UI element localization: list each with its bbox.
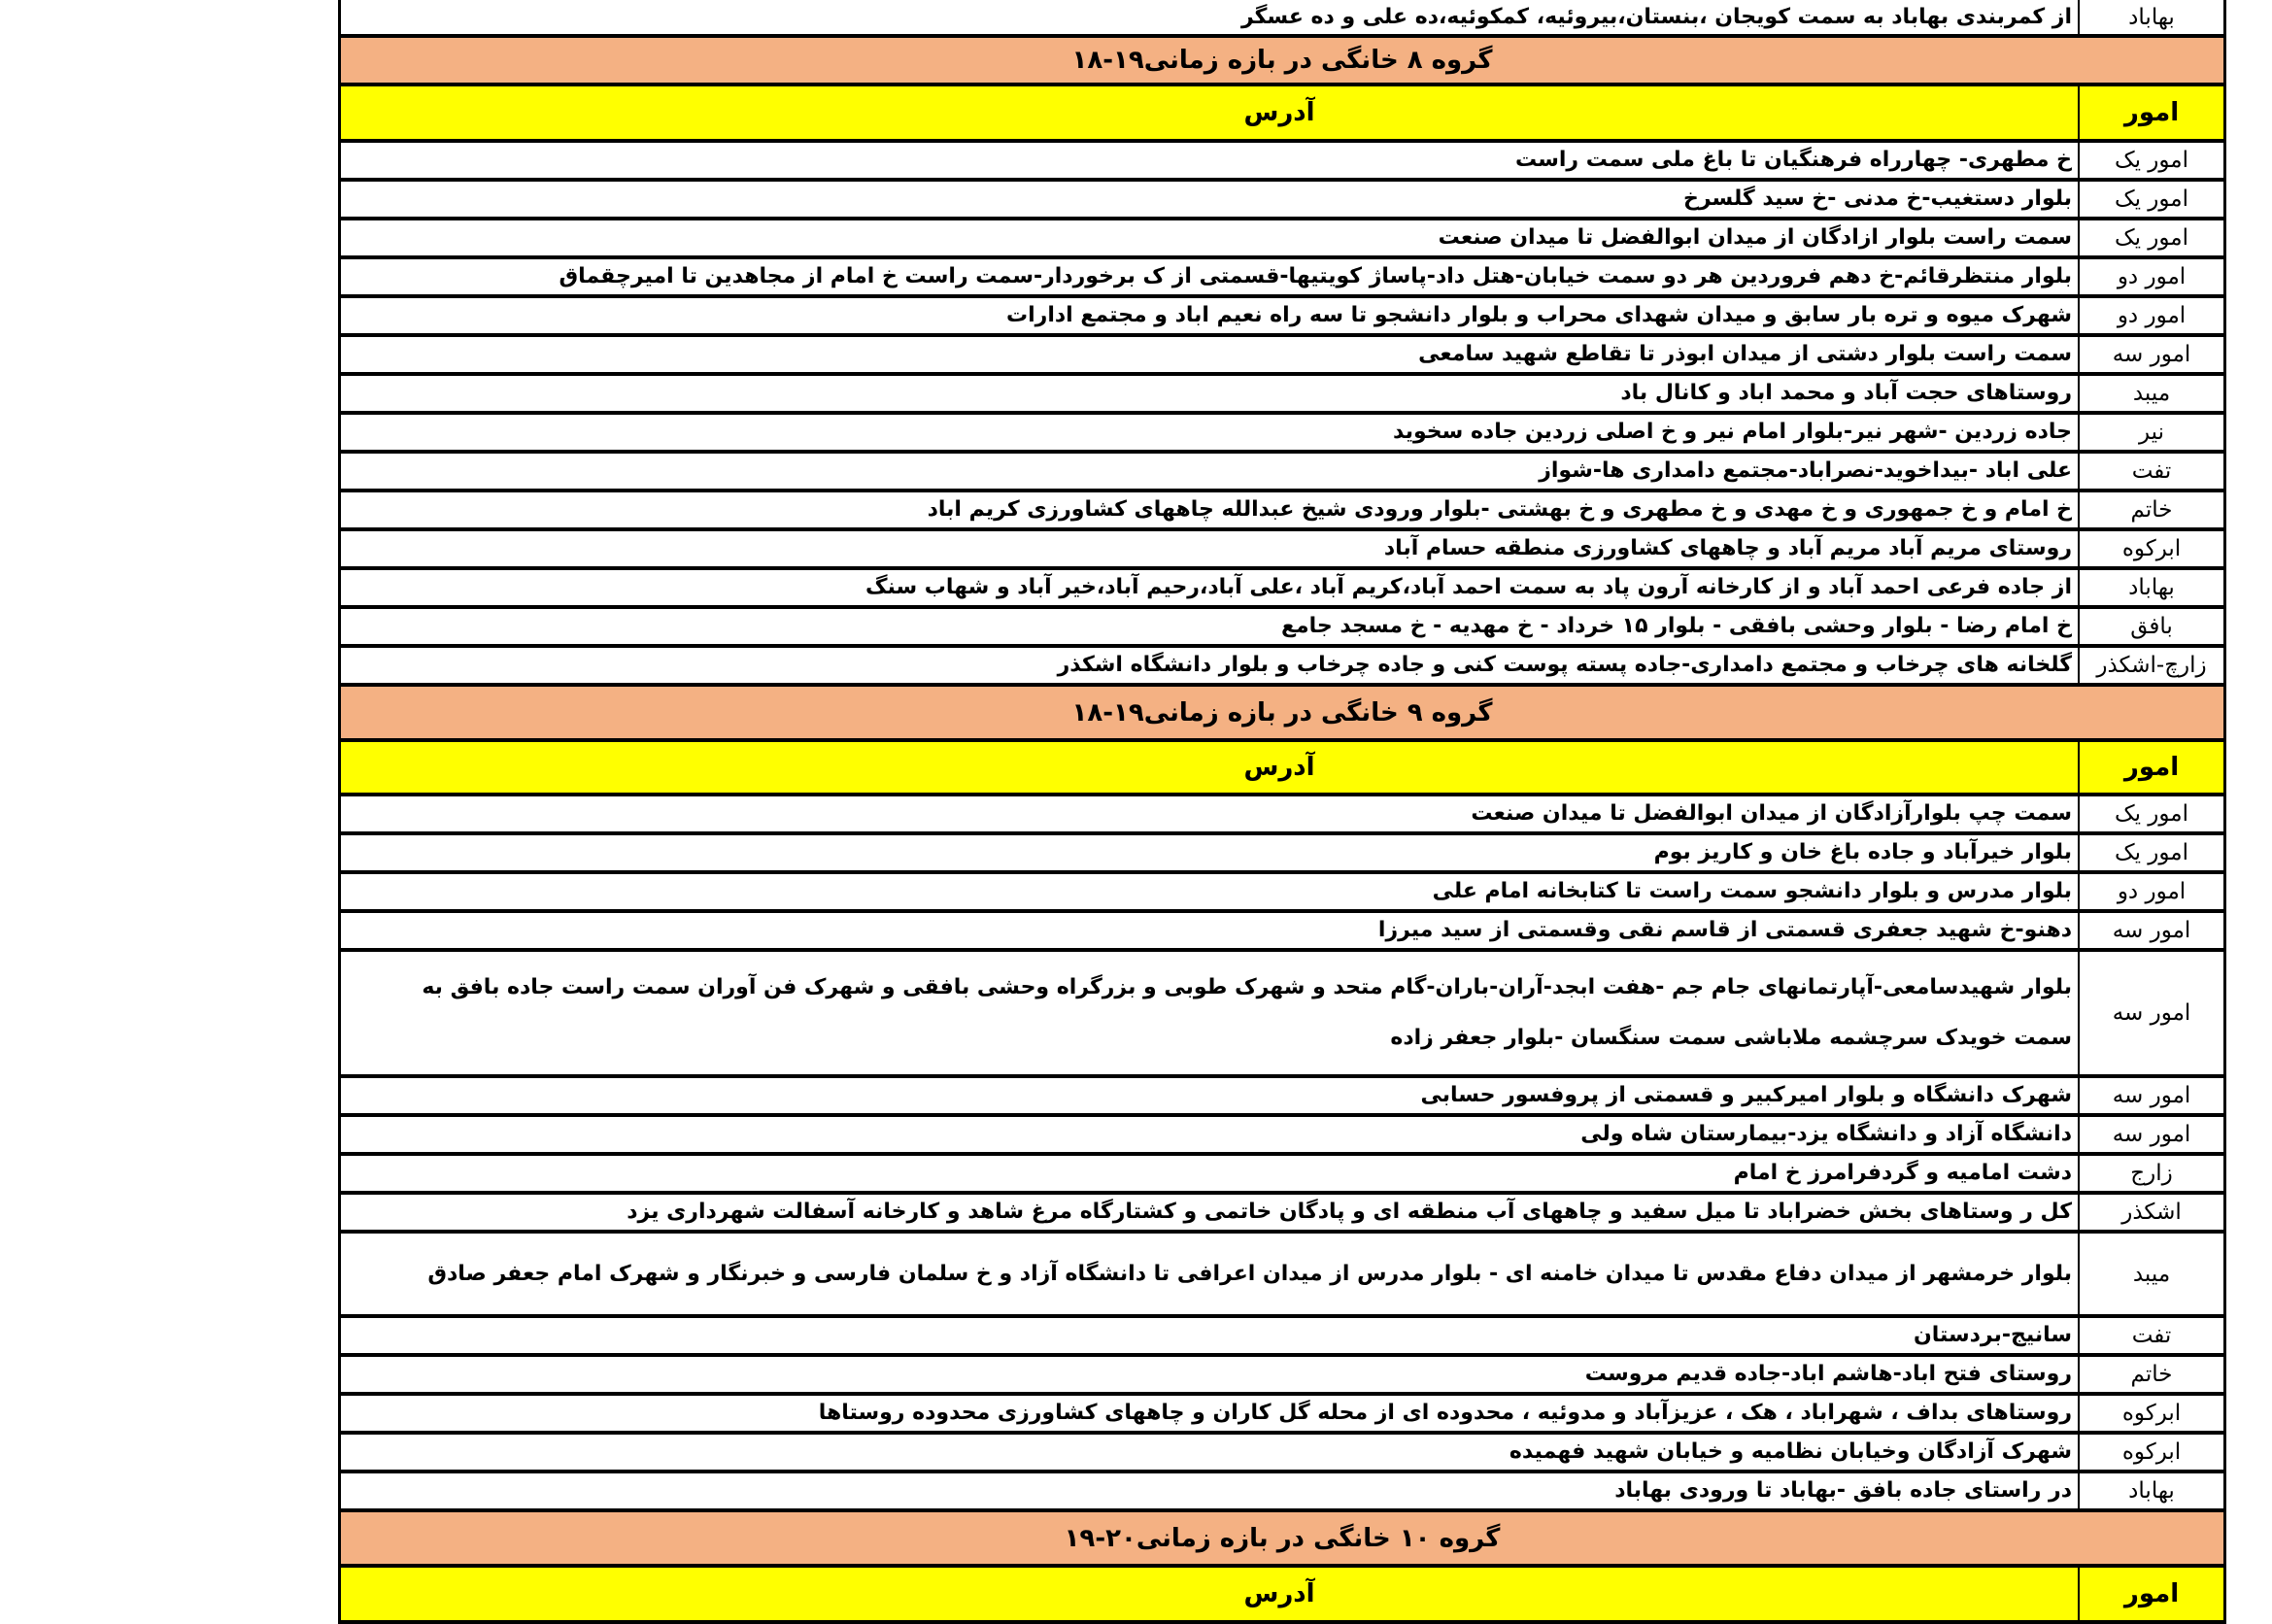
unit-cell: امور سه [2078, 913, 2223, 948]
table-row [338, 454, 2226, 492]
table-row [338, 913, 2226, 952]
address-column-header: آدرس [1243, 1579, 1315, 1608]
address-cell: سانیج-بردستان [1913, 1323, 2072, 1347]
table-row [338, 952, 2226, 1078]
outage-schedule-table [338, 0, 2226, 1624]
table-row [338, 531, 2226, 570]
unit-column-header: امور [2078, 1568, 2223, 1620]
table-row [338, 415, 2226, 454]
address-cell: کل ر وستاهای بخش خضراباد تا میل سفید و چاههای آب منطقه ای و پادگان خاتمی و کشتارگاه مرغ شاهد و کارخانه آسفالت شهرداری یزد [627, 1200, 2072, 1224]
table-row [338, 1473, 2226, 1512]
address-cell: بلوار خرمشهر از میدان دفاع مقدس تا میدان خامنه ای - بلوار مدرس از میدان اعرافی تا دانشگاه آزاد و خ سلمان فارسی و خبرنگار و شهرک امام جعفر صادق [427, 1261, 2072, 1286]
address-cell: از کمربندی بهاباد به سمت کویجان ،بنستان،بیروئیه، کمکوئیه،ده علی و ده عسگر [1240, 4, 2072, 29]
address-cell: علی اباد -بیداخوید-نصراباد-مجتمع دامداری ها-شواز [1539, 458, 2072, 483]
address-column-header: آدرس [1243, 753, 1315, 782]
address-cell: خ مطهری- چهارراه فرهنگیان تا باغ ملی سمت راست [1514, 148, 2072, 172]
table-row [338, 1357, 2226, 1396]
table-row [338, 570, 2226, 609]
unit-cell: تفت [2078, 1318, 2223, 1353]
table-row [338, 492, 2226, 531]
unit-column-header: امور [2078, 742, 2223, 793]
unit-cell: بهاباد [2078, 1473, 2223, 1508]
unit-cell: امور سه [2078, 952, 2223, 1074]
address-cell: خ امام و خ جمهوری و خ مهدی و خ مطهری و خ بهشتی -بلوار ورودی شیخ عبدالله چاههای کشاورزی کریم اباد [927, 497, 2072, 522]
unit-cell: خاتم [2078, 492, 2223, 527]
address-cell: در راستای جاده بافق -بهاباد تا ورودی بهاباد [1614, 1478, 2072, 1503]
column-header-row [338, 86, 2226, 143]
address-cell: خ امام رضا - بلوار وحشی بافقی - بلوار ۱۵ خرداد - خ مهدیه - خ مسجد جامع [1280, 614, 2072, 638]
column-header-row [338, 1568, 2226, 1624]
address-cell: بلوار مدرس و بلوار دانشجو سمت راست تا کتابخانه امام علی [1432, 879, 2072, 903]
table-row [338, 1396, 2226, 1435]
table-row [338, 259, 2226, 298]
address-cell: دشت امامیه و گردفرامرز خ امام [1733, 1161, 2072, 1185]
address-cell: بلوار منتظرقائم-خ دهم فروردین هر دو سمت خیابان-هتل داد-پاساژ کویتیها-قسمتی از ک برخوردار-سمت راست خ امام از مجاهدین تا امیرچقماق [559, 264, 2072, 288]
table-row [338, 1435, 2226, 1473]
unit-cell: اشکذر [2078, 1195, 2223, 1230]
unit-cell: امور دو [2078, 298, 2223, 333]
table-row [338, 1195, 2226, 1234]
table-row [338, 298, 2226, 337]
unit-cell: امور یک [2078, 143, 2223, 178]
address-cell: روستای فتح اباد-هاشم اباد-جاده قدیم مروست [1584, 1362, 2072, 1386]
address-cell: از جاده فرعی احمد آباد و از کارخانه آرون پاد به سمت احمد آباد،کریم آباد ،علی آباد،رحیم آباد،خیر آباد و شهاب سنگ [865, 575, 2072, 599]
address-cell: بلوار خیرآباد و جاده باغ خان و کاریز بوم [1653, 840, 2072, 864]
table-row [338, 0, 2226, 38]
unit-column-header: امور [2078, 86, 2223, 139]
table-row [338, 648, 2226, 687]
table-row [338, 1078, 2226, 1117]
address-cell: دهنو-خ شهید جعفری قسمتی از قاسم نقی وقسمتی از سید میرزا [1377, 918, 2072, 942]
address-cell: شهرک دانشگاه و بلوار امیرکبیر و قسمتی از پروفسور حسابی [1420, 1083, 2072, 1107]
address-cell: سمت راست بلوار ازادگان از میدان ابوالفضل تا میدان صنعت [1438, 225, 2072, 250]
unit-cell: امور سه [2078, 1117, 2223, 1152]
table-row [338, 835, 2226, 874]
group-title: گروه ۱۰ خانگی در بازه زمانی۲۰-۱۹ [1064, 1523, 1501, 1553]
unit-cell: امور سه [2078, 337, 2223, 372]
unit-cell: امور یک [2078, 796, 2223, 831]
address-cell: جاده زردین -شهر نیر-بلوار امام نیر و خ اصلی زردین جاده سخوید [1393, 420, 2072, 444]
table-row [338, 1234, 2226, 1318]
address-cell: سمت راست بلوار دشتی از میدان ابوذر تا تقاطع شهید سامعی [1418, 342, 2072, 366]
table-row [338, 796, 2226, 835]
address-cell: شهرک میوه و تره بار سابق و میدان شهدای محراب و بلوار دانشجو تا سه راه نعیم اباد و مجتمع ادارات [1006, 303, 2072, 327]
address-cell: دانشگاه آزاد و دانشگاه یزد-بیمارستان شاه ولی [1580, 1122, 2072, 1146]
table-row [338, 874, 2226, 913]
unit-cell: بهاباد [2078, 0, 2223, 34]
address-cell: روستاهای بداف ، شهراباد ، هک ، عزیزآباد و مدوئیه ، محدوده ای از محله گل کاران و چاههای کشاورزی محدوده روستاها [818, 1401, 2072, 1425]
unit-cell: نیر [2078, 415, 2223, 450]
table-row [338, 143, 2226, 182]
group-title: گروه ۸ خانگی در بازه زمانی۱۹-۱۸ [1071, 46, 1493, 75]
address-cell: شهرک آزادگان وخیابان نظامیه و خیابان شهید فهمیده [1509, 1439, 2072, 1464]
unit-cell: امور یک [2078, 182, 2223, 217]
group-header-row [338, 1512, 2226, 1568]
address-cell: گلخانه های چرخاب و مجتمع دامداری-جاده پسته پوست کنی و جاده چرخاب و بلوار دانشگاه اشکذر [1057, 653, 2072, 677]
table-row [338, 337, 2226, 376]
unit-cell: امور سه [2078, 1078, 2223, 1113]
unit-cell: ابرکوه [2078, 1435, 2223, 1470]
table-row [338, 1318, 2226, 1357]
unit-cell: بهاباد [2078, 570, 2223, 605]
unit-cell: میبد [2078, 376, 2223, 411]
unit-cell: امور دو [2078, 874, 2223, 909]
unit-cell: زارج [2078, 1156, 2223, 1191]
group-header-row [338, 35, 2226, 86]
unit-cell: امور یک [2078, 835, 2223, 870]
column-header-row [338, 742, 2226, 796]
address-cell: روستای مریم آباد مریم آباد و چاههای کشاورزی منطقه حسام آباد [1383, 536, 2072, 560]
group-title: گروه ۹ خانگی در بازه زمانی۱۹-۱۸ [1071, 697, 1493, 727]
group-header-row [338, 687, 2226, 742]
unit-cell: میبد [2078, 1234, 2223, 1314]
table-row [338, 182, 2226, 220]
address-cell: بلوار دستغیب-خ مدنی -خ سید گلسرخ [1683, 186, 2072, 211]
unit-cell: خاتم [2078, 1357, 2223, 1392]
unit-cell: امور دو [2078, 259, 2223, 294]
unit-cell: ابرکوه [2078, 1396, 2223, 1431]
table-row [338, 376, 2226, 415]
unit-cell: امور یک [2078, 220, 2223, 255]
address-cell: سمت چپ بلوارآزادگان از میدان ابوالفضل تا میدان صنعت [1471, 801, 2072, 826]
unit-cell: ابرکوه [2078, 531, 2223, 566]
unit-cell: زارچ-اشکذر [2078, 648, 2223, 683]
table-row [338, 220, 2226, 259]
unit-cell: تفت [2078, 454, 2223, 489]
address-cell: روستاهای حجت آباد و محمد اباد و کانال باد [1620, 381, 2072, 405]
table-row [338, 1156, 2226, 1195]
table-row [338, 1117, 2226, 1156]
address-column-header: آدرس [1243, 98, 1315, 127]
table-row [338, 609, 2226, 648]
address-cell: بلوار شهیدسامعی-آپارتمانهای جام جم -هفت ابجد-آران-باران-گام متحد و شهرک طوبی و بزرگراه وحشی بافقی و شهرک فن آوران سمت راست جاده بافق به سمت خویدک سرچشمه ملاباشی سمت سنگسان -بلوار جعفر زاده [422, 975, 2072, 1050]
unit-cell: بافق [2078, 609, 2223, 644]
